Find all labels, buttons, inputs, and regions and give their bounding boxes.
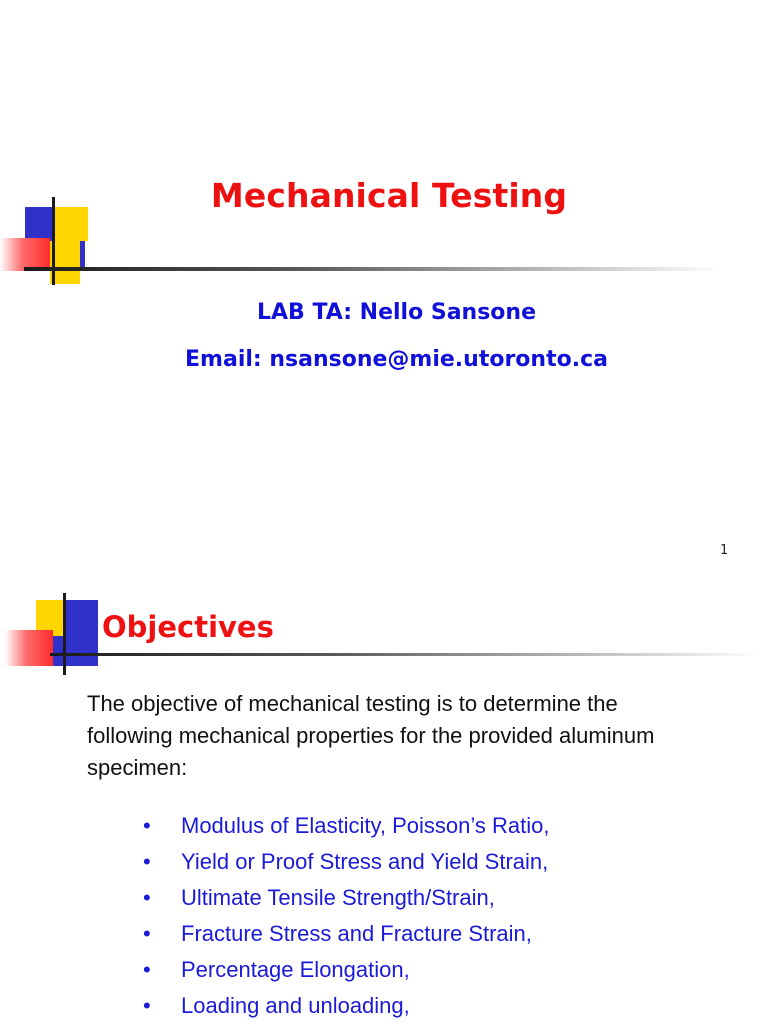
corner-decoration (0, 0, 100, 300)
list-item-text: Loading and unloading, (181, 993, 410, 1018)
objectives-intro: The objective of mechanical testing is to determine the following mechanical properties for the provided aluminum specimen: (87, 691, 655, 780)
list-item (140, 988, 549, 1024)
bullet-icon: • (143, 993, 151, 1018)
objectives-list (140, 808, 549, 1024)
bullet-icon: • (143, 885, 151, 910)
title-rule (50, 653, 760, 656)
bullet-icon: • (143, 921, 151, 946)
vertical-line (63, 593, 66, 675)
slide-objectives (0, 575, 768, 1024)
bullet-icon: • (143, 849, 151, 874)
list-item (140, 844, 549, 880)
red-square (5, 630, 53, 666)
list-item-text: Ultimate Tensile Strength/Strain, (181, 885, 495, 910)
list-item-text: Percentage Elongation, (181, 957, 410, 982)
list-item (140, 880, 549, 916)
blue-square-lower (50, 636, 98, 666)
list-item-text: Fracture Stress and Fracture Strain, (181, 921, 532, 946)
bullet-icon: • (143, 957, 151, 982)
list-item (140, 808, 549, 844)
title-rule (24, 267, 724, 271)
corner-decoration-2 (0, 575, 110, 685)
objectives-title: Objectives (102, 610, 274, 644)
page-number: 1 (720, 543, 729, 558)
lab-ta-line: LAB TA: Nello Sansone (257, 300, 536, 325)
bullet-icon: • (143, 813, 151, 838)
list-item (140, 952, 549, 988)
email-line: Email: nsansone@mie.utoronto.ca (185, 347, 608, 372)
blue-square (66, 600, 98, 636)
list-item-text: Modulus of Elasticity, Poisson’s Ratio, (181, 813, 550, 838)
list-item-text: Yield or Proof Stress and Yield Strain, (181, 849, 549, 874)
list-item (140, 916, 549, 952)
slide-title-text: Mechanical Testing (210, 176, 568, 215)
